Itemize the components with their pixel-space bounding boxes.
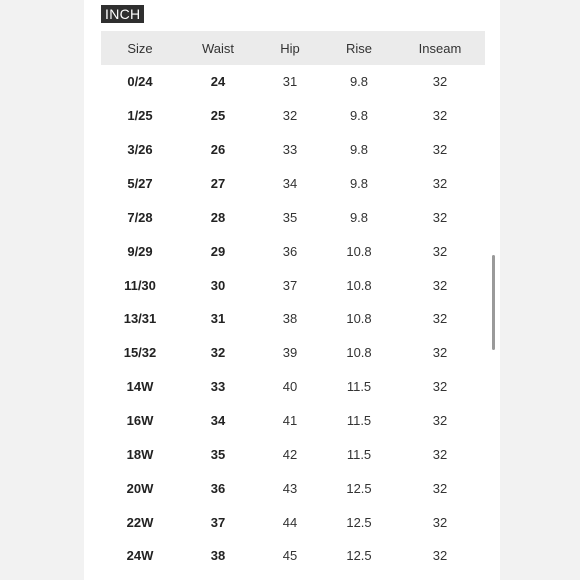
cell-size: 20W xyxy=(126,480,154,496)
cell-inseam: 32 xyxy=(432,548,448,564)
cell-waist: 31 xyxy=(210,311,226,327)
cell-hip: 36 xyxy=(282,243,298,259)
cell-rise: 11.5 xyxy=(346,379,372,395)
cell-rise: 12.5 xyxy=(346,480,372,496)
header-size: Size xyxy=(127,40,153,56)
cell-inseam: 32 xyxy=(432,379,448,395)
table-row xyxy=(101,370,485,404)
cell-waist: 27 xyxy=(210,176,226,191)
cell-rise: 11.5 xyxy=(346,413,372,429)
cell-inseam: 32 xyxy=(432,311,448,327)
cell-size: 15/32 xyxy=(123,345,157,361)
cell-waist: 28 xyxy=(210,209,226,225)
cell-rise: 10.8 xyxy=(346,345,372,361)
cell-waist: 29 xyxy=(210,243,226,259)
cell-hip: 39 xyxy=(282,345,298,361)
cell-inseam: 32 xyxy=(432,209,448,225)
cell-rise: 9.8 xyxy=(349,142,369,158)
cell-rise: 12.5 xyxy=(346,548,372,564)
cell-waist: 24 xyxy=(210,74,226,90)
cell-waist: 34 xyxy=(210,413,226,429)
cell-hip: 40 xyxy=(282,379,298,395)
cell-waist: 35 xyxy=(210,446,226,462)
table-row xyxy=(101,302,485,336)
table-row xyxy=(101,268,485,302)
cell-size: 7/28 xyxy=(127,209,153,225)
header-hip: Hip xyxy=(280,40,300,56)
cell-hip: 45 xyxy=(282,548,298,564)
table-row xyxy=(101,437,485,471)
cell-waist: 25 xyxy=(210,108,226,124)
cell-waist: 33 xyxy=(210,379,226,395)
cell-waist: 36 xyxy=(210,480,226,496)
cell-rise: 9.8 xyxy=(349,108,369,124)
cell-waist: 32 xyxy=(210,345,226,361)
cell-hip: 31 xyxy=(282,74,298,90)
cell-rise: 9.8 xyxy=(349,74,369,90)
cell-inseam: 32 xyxy=(432,176,448,191)
cell-hip: 43 xyxy=(282,480,298,496)
cell-waist: 30 xyxy=(210,277,226,293)
cell-size: 11/30 xyxy=(124,277,156,293)
cell-inseam: 32 xyxy=(432,446,448,462)
table-row xyxy=(101,234,485,268)
cell-size: 1/25 xyxy=(127,108,153,124)
table-row xyxy=(101,200,485,234)
cell-size: 9/29 xyxy=(127,243,153,259)
cell-hip: 44 xyxy=(282,514,298,530)
cell-hip: 38 xyxy=(282,311,298,327)
scrollbar-thumb[interactable] xyxy=(492,255,495,350)
header-rise: Rise xyxy=(345,40,372,56)
unit-badge: INCH xyxy=(101,5,144,23)
cell-hip: 32 xyxy=(282,108,298,124)
cell-waist: 26 xyxy=(210,142,226,158)
table-row xyxy=(101,133,485,167)
cell-inseam: 32 xyxy=(432,413,448,429)
cell-waist: 37 xyxy=(210,514,226,530)
cell-inseam: 32 xyxy=(432,345,448,361)
cell-rise: 9.8 xyxy=(349,209,369,225)
cell-hip: 34 xyxy=(282,176,298,191)
cell-size: 16W xyxy=(126,413,154,429)
cell-inseam: 32 xyxy=(432,142,448,158)
header-waist: Waist xyxy=(201,40,235,56)
cell-inseam: 32 xyxy=(432,108,448,124)
size-chart-table xyxy=(101,31,485,573)
cell-inseam: 32 xyxy=(432,480,448,496)
cell-size: 0/24 xyxy=(127,74,153,90)
cell-rise: 10.8 xyxy=(346,311,372,327)
header-inseam: Inseam xyxy=(418,40,462,56)
cell-hip: 42 xyxy=(282,446,298,462)
table-row xyxy=(101,505,485,539)
cell-rise: 9.8 xyxy=(349,176,369,191)
table-row xyxy=(101,336,485,370)
table-row xyxy=(101,471,485,505)
cell-rise: 12.5 xyxy=(346,514,372,530)
cell-hip: 37 xyxy=(282,277,298,293)
cell-hip: 33 xyxy=(282,142,298,158)
table-row xyxy=(101,167,485,201)
cell-inseam: 32 xyxy=(432,514,448,530)
cell-size: 18W xyxy=(126,446,154,462)
cell-size: 22W xyxy=(126,514,154,530)
cell-size: 13/31 xyxy=(123,311,157,327)
cell-inseam: 32 xyxy=(432,243,448,259)
table-row xyxy=(101,99,485,133)
cell-inseam: 32 xyxy=(432,277,448,293)
cell-size: 5/27 xyxy=(127,176,153,191)
table-body xyxy=(101,65,485,573)
table-row xyxy=(101,539,485,573)
cell-size: 14W xyxy=(126,379,154,395)
cell-rise: 11.5 xyxy=(346,446,372,462)
cell-inseam: 32 xyxy=(432,74,448,90)
cell-size: 3/26 xyxy=(127,142,153,158)
cell-hip: 35 xyxy=(282,209,298,225)
cell-rise: 10.8 xyxy=(346,277,372,293)
cell-waist: 38 xyxy=(210,548,226,564)
cell-size: 24W xyxy=(126,548,154,564)
table-header-row xyxy=(101,31,485,65)
cell-rise: 10.8 xyxy=(346,243,372,259)
table-row xyxy=(101,65,485,99)
table-row xyxy=(101,404,485,438)
cell-hip: 41 xyxy=(282,413,298,429)
